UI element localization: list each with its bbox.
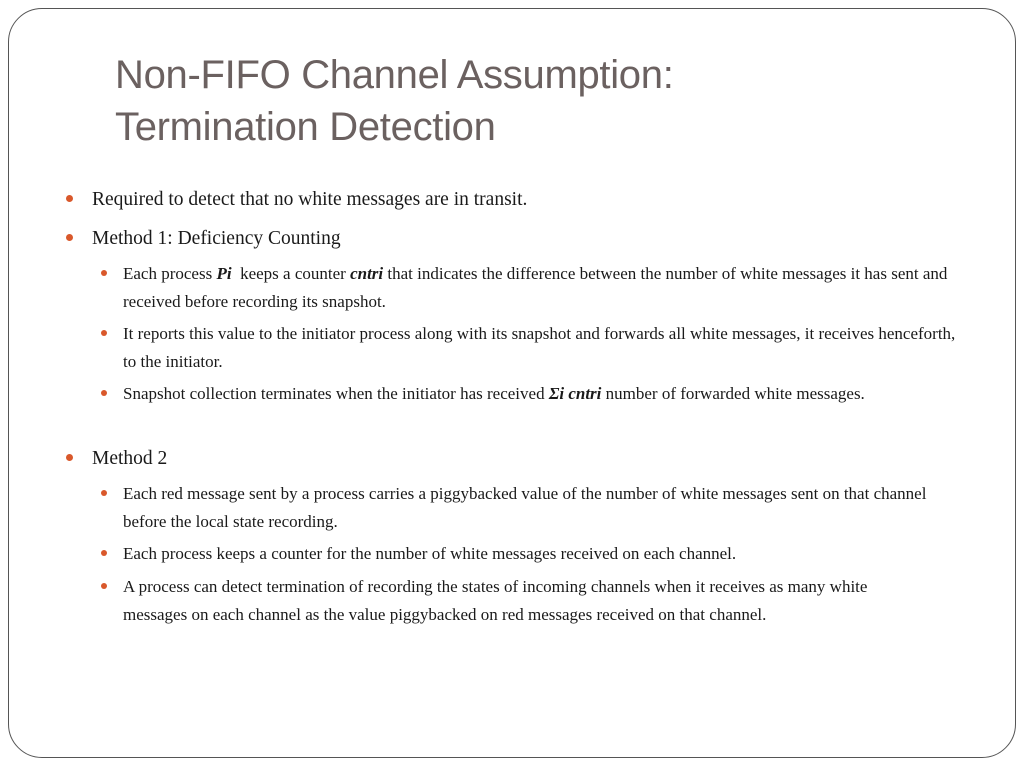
sum-cntri-symbol: Σi cntri [548,384,602,403]
bullet-text-pre: Each process [123,264,217,283]
bullet-method-2 [92,445,952,473]
bullet-method-2-counter [123,540,958,568]
bullet-dot [66,195,73,202]
bullet-method-1 [92,225,952,253]
bullet-text: Required to detect that no white messages are in transit. [92,189,528,210]
bullet-dot [101,550,107,556]
bullet-method-1-counter [123,260,958,316]
bullet-text: Each red message sent by a process carries a piggybacked value of the number of white messages sent on that channel before the local state recording. [123,484,927,531]
bullet-dot [101,583,107,589]
bullet-dot [66,234,73,241]
bullet-text-mid: keeps a counter [231,264,351,283]
bullet-dot [101,270,107,276]
bullet-required-detect [92,186,952,214]
bullet-method-2-red-message [123,480,958,536]
bullet-text: It reports this value to the initiator process along with its snapshot and forwards all white messages, it receives henceforth, to the initiator. [123,324,956,371]
bullet-text: A process can detect termination of recording the states of incoming channels when it receives as many white messages on each channel as the value piggybacked on red messages received on that channel. [123,577,868,624]
bullet-text: Each process keeps a counter for the number of white messages received on each channel. [123,544,737,563]
bullet-dot [66,454,73,461]
cntri-symbol: cntri [350,264,384,283]
bullet-text: Method 2 [92,448,168,469]
bullet-method-1-report [123,320,958,376]
bullet-text-post: number of forwarded white messages. [601,384,865,403]
title-line-1: Non-FIFO Channel Assumption: [115,53,674,97]
bullet-method-2-detect [123,573,923,629]
bullet-dot [101,490,107,496]
bullet-method-1-terminates [123,380,958,408]
bullet-dot [101,390,107,396]
bullet-text: Method 1: Deficiency Counting [92,228,341,249]
title-line-2: Termination Detection [115,105,496,149]
bullet-text-post: that indicates the difference between the number of white messages it has sent and received before recording its snapshot. [123,264,948,311]
bullet-dot [101,330,107,336]
bullet-text-pre: Snapshot collection terminates when the initiator has received [123,384,549,403]
process-pi-symbol: Pi [216,264,232,283]
